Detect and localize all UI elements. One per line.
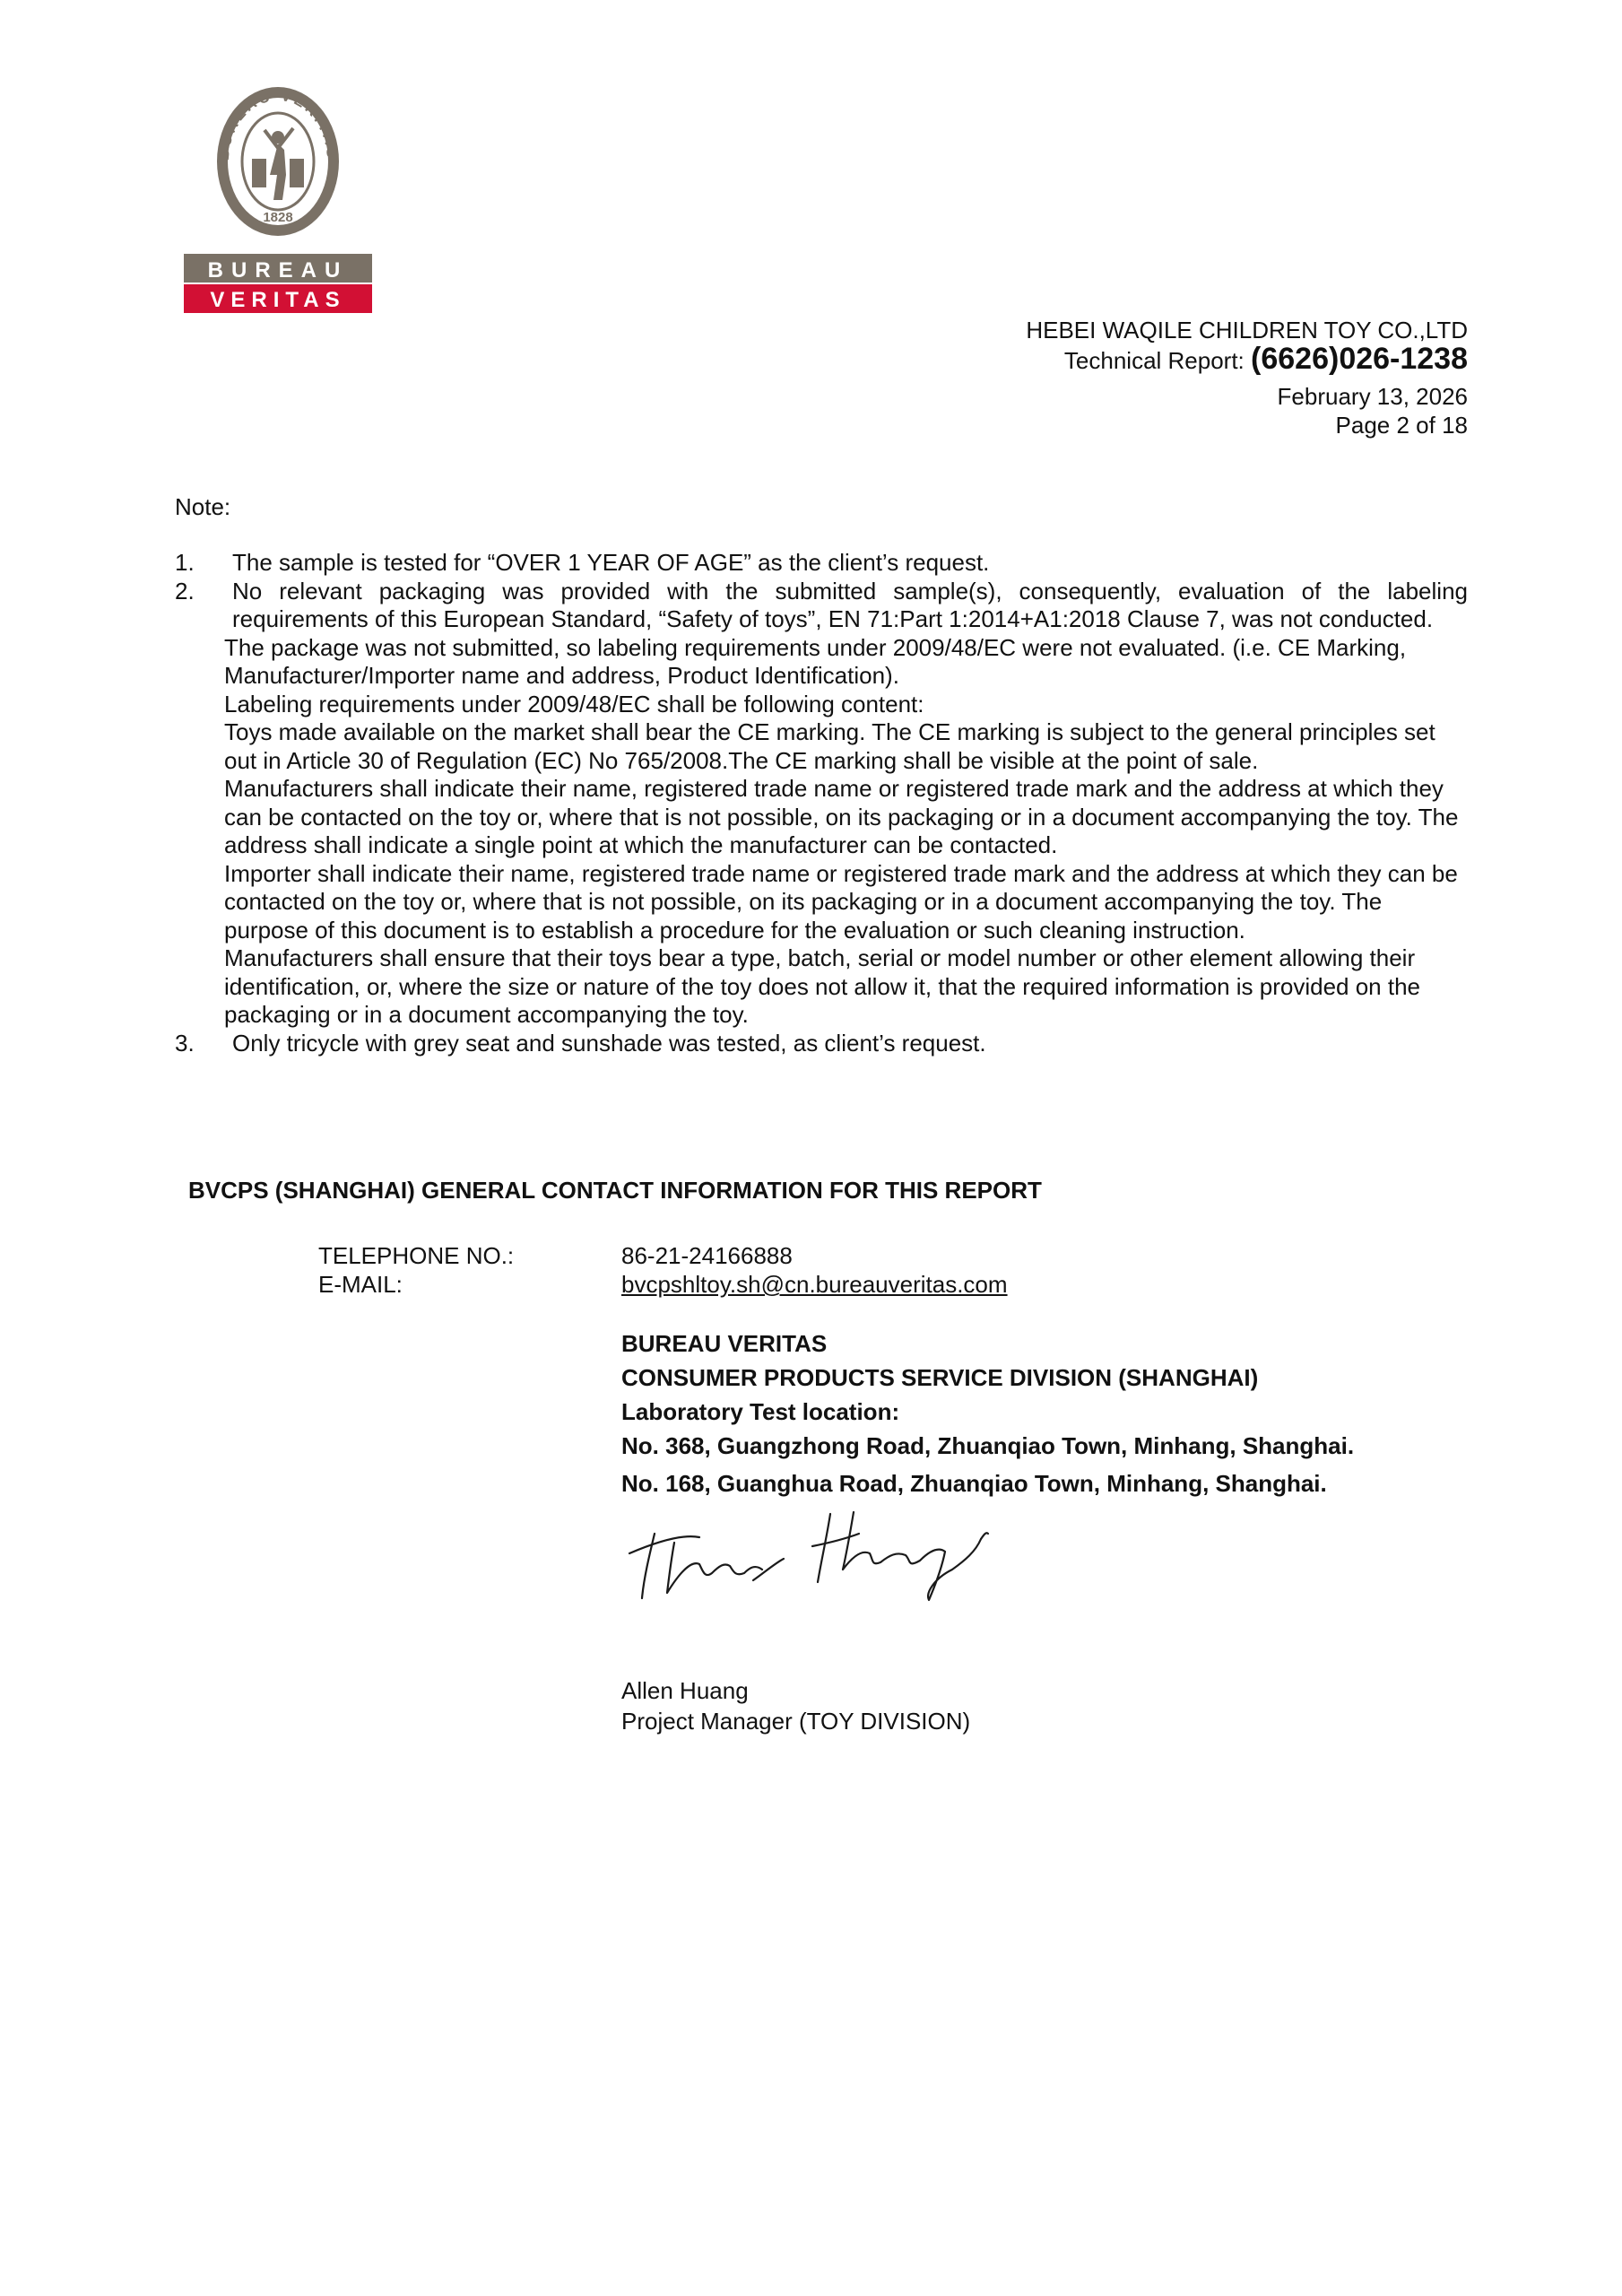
note-paragraph: Labeling requirements under 2009/48/EC shall be following content: xyxy=(224,690,924,718)
handwritten-signature xyxy=(619,1507,1013,1605)
email-label: E-MAIL: xyxy=(318,1271,403,1298)
report-number: (6626)026-1238 xyxy=(1251,342,1468,376)
page-number: Page 2 of 18 xyxy=(1335,412,1468,439)
email-link[interactable]: bvcpshltoy.sh@cn.bureauveritas.com xyxy=(621,1271,1008,1298)
logo-word-veritas: VERITAS xyxy=(210,288,346,312)
note-paragraph: Manufacturers shall ensure that their toys bear a type, batch, serial or model number or other element allowing their identification, or, where the size or nature of the toy does not allow it, that the required information is provided on the packaging or in a document accompanying the toy. xyxy=(224,944,1420,1028)
note-item xyxy=(175,549,1468,578)
telephone-label: TELEPHONE NO.: xyxy=(318,1242,515,1269)
note-item-text: The sample is tested for “OVER 1 YEAR OF AGE” as the client’s request. xyxy=(232,549,990,576)
seal-text: BUREAU VERITAS xyxy=(214,86,342,161)
note-paragraph: Importer shall indicate their name, registered trade name or registered trade mark and the address at which they can be contacted on the toy or, where that is not possible, on its packaging or in a document accompanying the toy. The purpose of this document is to establish a procedure for the evaluation or such cleaning instruction. xyxy=(224,859,1458,944)
org-name: BUREAU VERITAS xyxy=(621,1330,828,1357)
report-line xyxy=(1064,344,1468,375)
note-paragraph: The package was not submitted, so labeling requirements under 2009/48/EC were not evaluated. (i.e. CE Marking, Manufacturer/Importer name and address, Product Identification). xyxy=(224,633,1407,689)
seal-year: 1828 xyxy=(263,210,293,225)
signature-icon xyxy=(619,1507,1013,1605)
client-company: HEBEI WAQILE CHILDREN TOY CO.,LTD xyxy=(1026,317,1468,344)
telephone-value: 86-21-24166888 xyxy=(621,1242,793,1269)
note-list xyxy=(175,549,1468,1057)
note-item-text: No relevant packaging was provided with the submitted sample(s), consequently, evaluation of the labeling requirements of this European Standard, “Safety of toys”, EN 71:Part 1:2014+A1:2018 Clause 7, was not conducted. xyxy=(232,577,1468,632)
note-item-number: 3. xyxy=(175,1029,195,1057)
note-item-number: 1. xyxy=(175,549,195,576)
signer-name: Allen Huang xyxy=(621,1677,749,1704)
bureau-veritas-seal-icon xyxy=(184,85,372,318)
signer-title: Project Manager (TOY DIVISION) xyxy=(621,1708,971,1735)
note-paragraph: Manufacturers shall indicate their name, registered trade name or registered trade mark and the address at which they can be contacted on the toy or, where that is not possible, on its packaging or in a document accompanying the toy. The address shall indicate a single point at which the manufacturer can be contacted. xyxy=(224,775,1459,858)
lab-location-label: Laboratory Test location: xyxy=(621,1398,900,1425)
note-item xyxy=(175,578,1468,634)
note-paragraph: Toys made available on the market shall bear the CE marking. The CE marking is subject to the general principles set out in Article 30 of Regulation (EC) No 765/2008.The CE marking shall be visible at the point of sale. xyxy=(224,718,1436,774)
lab-address-1: No. 368, Guangzhong Road, Zhuanqiao Town, Minhang, Shanghai. xyxy=(621,1432,1355,1459)
report-date: February 13, 2026 xyxy=(1277,383,1468,410)
note-item xyxy=(175,1030,1468,1058)
report-label: Technical Report: xyxy=(1063,347,1245,374)
logo-word-bureau: BUREAU xyxy=(207,258,349,283)
lab-address-2: No. 168, Guanghua Road, Zhuanqiao Town, Minhang, Shanghai. xyxy=(621,1470,1327,1497)
org-division: CONSUMER PRODUCTS SERVICE DIVISION (SHANGHAI) xyxy=(621,1364,1259,1391)
note-item-number: 2. xyxy=(175,577,195,604)
bureau-veritas-logo xyxy=(184,85,372,318)
note-item-text: Only tricycle with grey seat and sunshade was tested, as client’s request. xyxy=(232,1029,986,1057)
contact-section-title: BVCPS (SHANGHAI) GENERAL CONTACT INFORMATION FOR THIS REPORT xyxy=(188,1177,1042,1204)
note-label: Note: xyxy=(175,493,231,520)
